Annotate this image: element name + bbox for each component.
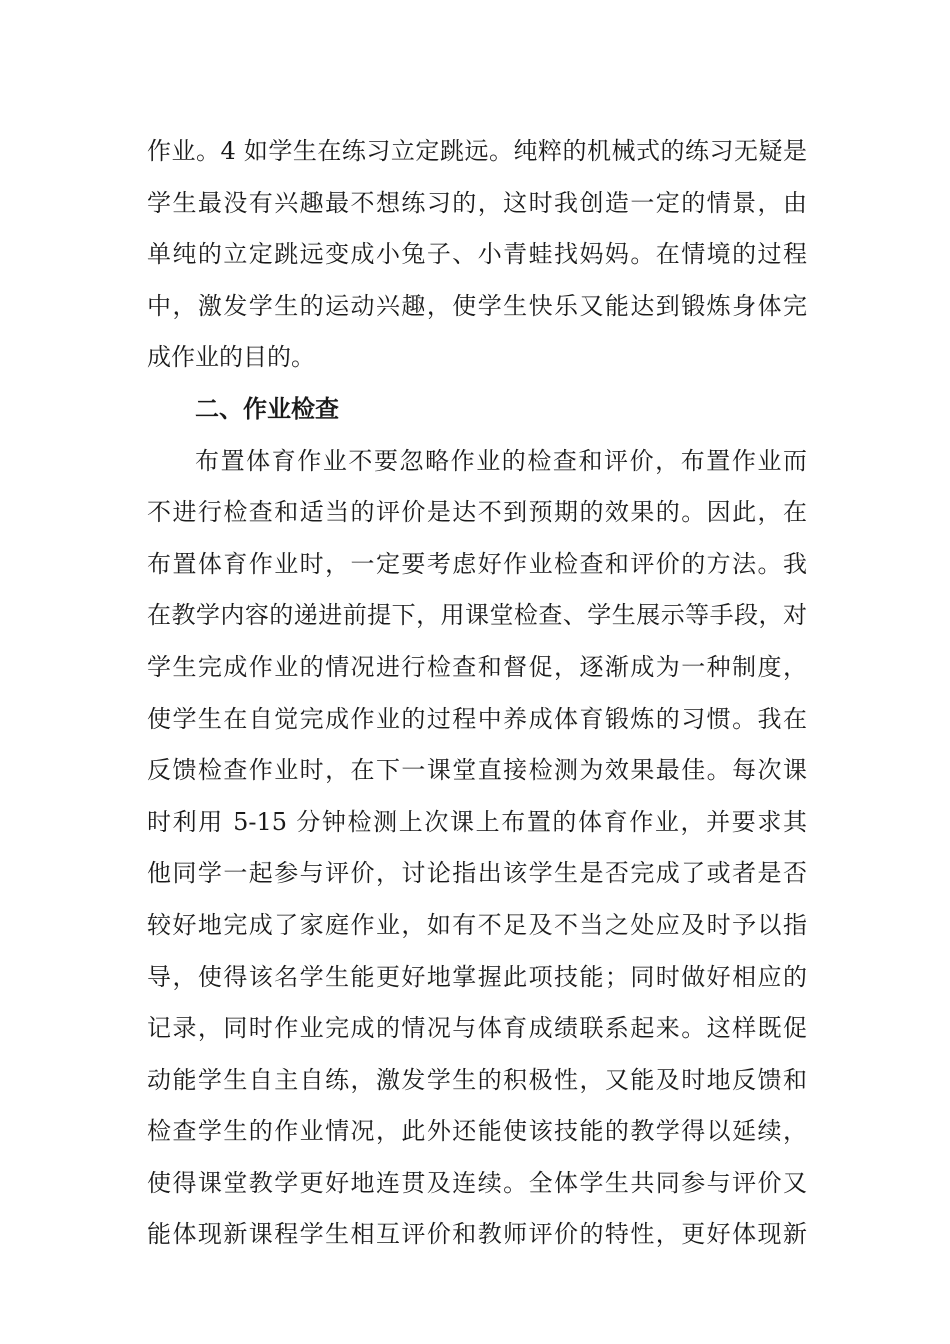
paragraph-line: 学生最没有兴趣最不想练习的，这时我创造一定的情景，由 — [147, 188, 807, 217]
paragraph-line: 中，激发学生的运动兴趣，使学生快乐又能达到锻炼身体完 — [147, 291, 807, 320]
paragraph-line: 较好地完成了家庭作业，如有不足及不当之处应及时予以指 — [147, 910, 807, 939]
paragraph-line: 单纯的立定跳远变成小兔子、小青蛙找妈妈。在情境的过程 — [147, 240, 807, 269]
paragraph-line: 在教学内容的递进前提下，用课堂检查、学生展示等手段，对 — [147, 601, 807, 630]
paragraph-line: 成作业的目的。 — [147, 343, 315, 372]
paragraph-line: 检查学生的作业情况，此外还能使该技能的教学得以延续， — [147, 1117, 807, 1146]
paragraph-line: 时利用 5-15 分钟检测上次课上布置的体育作业，并要求其 — [147, 807, 807, 836]
paragraph-line: 学生完成作业的情况进行检查和督促，逐渐成为一种制度， — [147, 652, 807, 681]
paragraph-line: 能体现新课程学生相互评价和教师评价的特性，更好体现新 — [147, 1220, 807, 1249]
paragraph-line: 使得课堂教学更好地连贯及连续。全体学生共同参与评价又 — [147, 1168, 807, 1197]
paragraph-line: 反馈检查作业时，在下一课堂直接检测为效果最佳。每次课 — [147, 756, 807, 785]
paragraph-line: 布置体育作业时，一定要考虑好作业检查和评价的方法。我 — [147, 549, 807, 578]
paragraph-line: 作业。4 如学生在练习立定跳远。纯粹的机械式的练习无疑是 — [147, 137, 807, 165]
paragraph-line: 不进行检查和适当的评价是达不到预期的效果的。因此，在 — [147, 498, 807, 527]
document-body — [147, 126, 807, 1261]
paragraph-line: 动能学生自主自练，激发学生的积极性，又能及时地反馈和 — [147, 1065, 807, 1094]
paragraph-line: 导，使得该名学生能更好地掌握此项技能；同时做好相应的 — [147, 962, 807, 991]
section-heading: 二、作业检查 — [195, 394, 339, 423]
paragraph-line: 使学生在自觉完成作业的过程中养成体育锻炼的习惯。我在 — [147, 704, 807, 733]
paragraph-line: 布置体育作业不要忽略作业的检查和评价，布置作业而 — [195, 446, 807, 475]
paragraph-line: 他同学一起参与评价，讨论指出该学生是否完成了或者是否 — [147, 859, 807, 888]
paragraph-line: 记录，同时作业完成的情况与体育成绩联系起来。这样既促 — [147, 1014, 807, 1043]
